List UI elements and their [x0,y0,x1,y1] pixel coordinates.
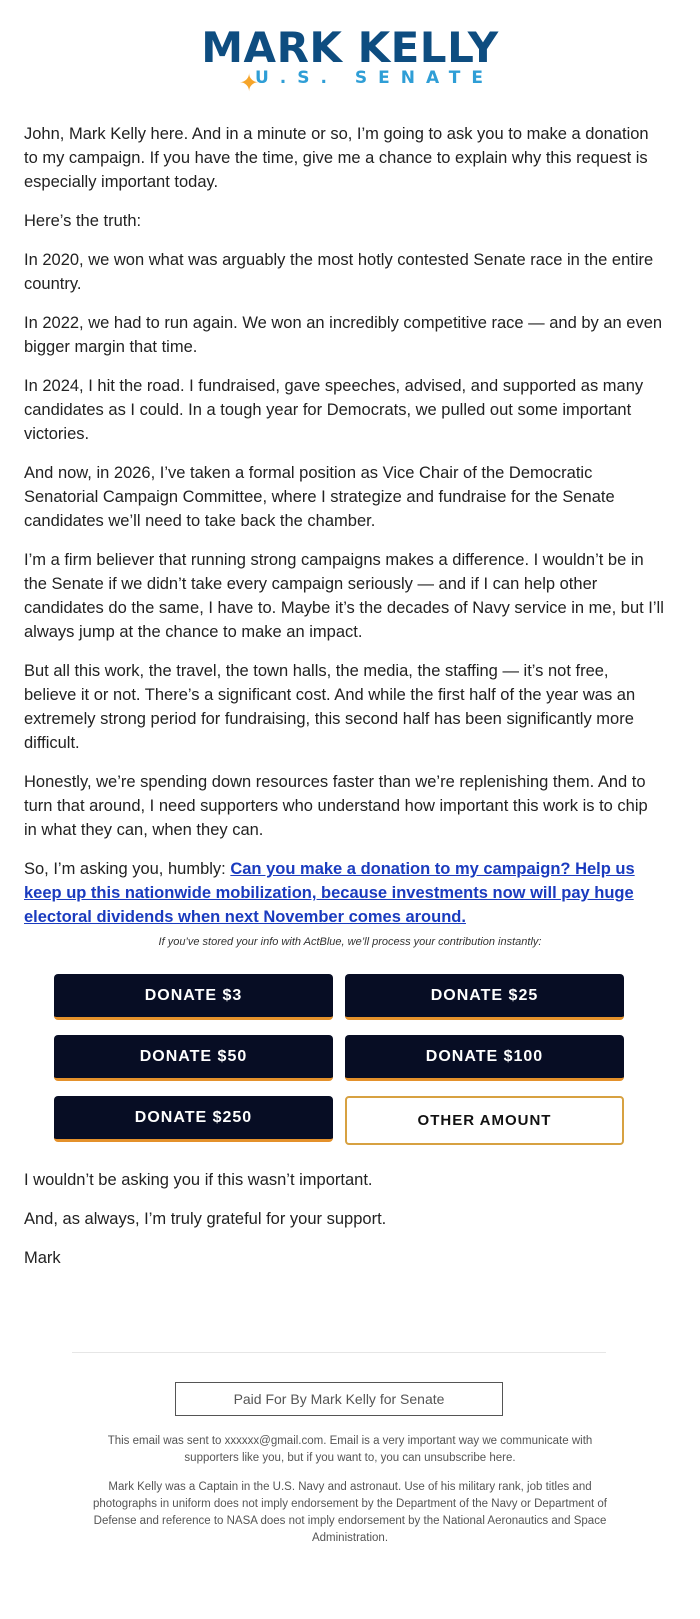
footer-divider [72,1352,606,1353]
logo-name: MARK KELLY [201,23,499,72]
closing [24,1168,664,1285]
disclaimer: Mark Kelly was a Captain in the U.S. Navy and astronaut. Use of his military rank, job titles and photographs in uniform does not imply endorsement by the Department of the Navy or Department of Defense and reference to NASA does not imply endorsement by the National Aeronautics and Space Administration. [93,1481,607,1544]
paid-for-box: Paid For By Mark Kelly for Senate [175,1382,503,1416]
logo-subtitle: U.S. SENATE [255,68,495,88]
ask-intro: So, I’m asking you, humbly: [24,860,231,878]
paragraph: John, Mark Kelly here. And in a minute or so, I’m going to ask you to make a donation to my campaign. If you have the time, give me a chance to explain why this request is especially important today. [24,125,649,191]
closing-line: I wouldn’t be asking you if this wasn’t important. [24,1171,373,1189]
star-icon: ✦ [239,70,260,97]
donation-link[interactable]: Can you make a donation to my campaign? Help us keep up this nationwide mobilization, because investments now will pay huge electoral dividends when next November comes around. [24,860,635,926]
donate-250-button[interactable]: DONATE $250 [54,1096,333,1142]
donation-ask [24,857,664,929]
paragraph: And now, in 2026, I’ve taken a formal position as Vice Chair of the Democratic Senatorial Campaign Committee, where I strategize and fundraise for the Senate candidates we’ll need to take back the chamber. [24,464,615,530]
donate-3-button[interactable]: DONATE $3 [54,974,333,1020]
paragraph: In 2022, we had to run again. We won an incredibly competitive race — and by an even bigger margin that time. [24,314,663,356]
other-amount-button[interactable]: OTHER AMOUNT [345,1096,624,1145]
unsubscribe-link[interactable]: unsubscribe here [424,1452,513,1464]
donate-25-button[interactable]: DONATE $25 [345,974,624,1020]
sent-notice: This email was sent to xxxxxx@gmail.com. Email is a very important way we communicate with supporters like you, but if you want to, you can unsubscribe here. [107,1435,593,1464]
signature: Mark [24,1249,61,1267]
email-address-link[interactable]: xxxxxx@gmail.com [224,1435,324,1447]
paragraph: Honestly, we’re spending down resources faster than we’re replenishing them. And to turn that around, I need supporters who understand how important this work is to chip in what they can, when they can. [24,773,648,839]
campaign-logo [0,23,700,97]
closing-line: And, as always, I’m truly grateful for your support. [24,1210,387,1228]
actblue-note: If you’ve stored your info with ActBlue, we’ll process your contribution instantly: [158,936,542,948]
donate-100-button[interactable]: DONATE $100 [345,1035,624,1081]
paragraph: But all this work, the travel, the town halls, the media, the staffing — it’s not free, believe it or not. There’s a significant cost. And while the first half of the year was an extremely strong period for fundraising, this second half has been significantly more difficult. [24,662,636,752]
email-body [24,122,664,944]
paragraph: In 2024, I hit the road. I fundraised, gave speeches, advised, and supported as many candidates as I could. In a tough year for Democrats, we pulled out some important victories. [24,377,644,443]
paragraph: I’m a firm believer that running strong campaigns makes a difference. I wouldn’t be in the Senate if we didn’t take every campaign seriously — and if I can help other candidates do the same, I have to. Maybe it’s the decades of Navy service in me, but I’ll always jump at the chance to make an impact. [24,551,664,641]
paragraph: In 2020, we won what was arguably the most hotly contested Senate race in the entire country. [24,251,654,293]
paragraph: Here’s the truth: [24,212,142,230]
donate-50-button[interactable]: DONATE $50 [54,1035,333,1081]
